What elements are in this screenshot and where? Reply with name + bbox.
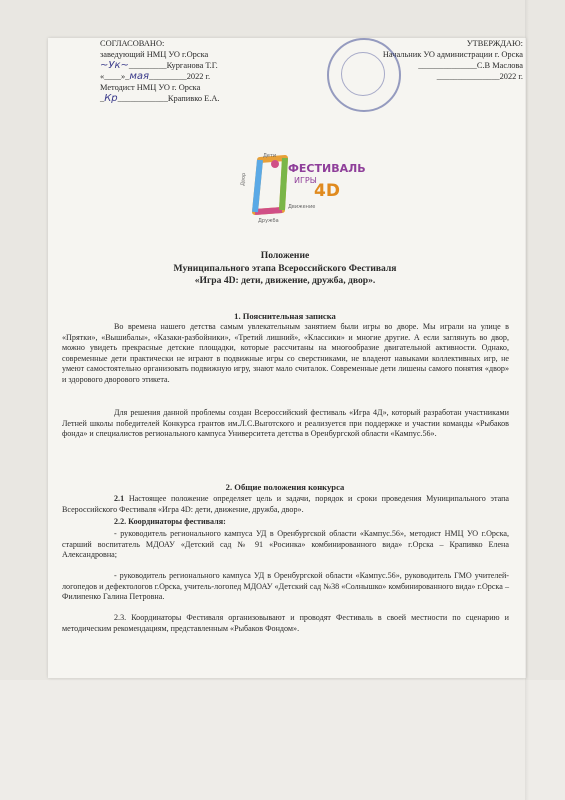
agreed-signature-line: ~Ук~_________Курганова Т.Г.	[100, 60, 218, 71]
approve-date-line: _______________2022 г.	[436, 72, 523, 81]
logo-dot-icon	[271, 160, 279, 168]
logo-word-yard: Двор	[240, 172, 248, 187]
official-stamp-icon	[327, 38, 401, 112]
section-1-paragraph-2: Для решения данной проблемы создан Всероссийский фестиваль «Игра 4Д», который разработан участниками Летней школы победителей Конкурса грантов им.Л.С.Выготского и реализуется при поддержке и участии команды «Рыбаков фонда» и специалистов регионального кампуса Университета детства в Оренбургской области «Кампус.56».	[62, 408, 509, 439]
methodist-position: Методист НМЦ УО г. Орска	[100, 83, 201, 92]
logo-frame-blue	[255, 160, 260, 212]
methodist-signature-line: _Кр____________Крапивко Е.А.	[100, 93, 220, 104]
logo-sub-text: ИГРЫ	[294, 176, 317, 185]
title-line-1: Положение	[260, 250, 310, 261]
signature-icon: Кр	[104, 93, 118, 104]
section-2-2-coordinator-2: - руководитель регионального кампуса УД в Оренбургской области «Кампус.56», руководитель ГМО учителей-логопедов и дефектологов г.Орска, учитель-логопед МДОАУ «Детский сад №38 «Солнышко» комбинированного вида» г.Орска – Филипенко Галина Петровна.	[62, 571, 509, 602]
logo-word-movement: Движение	[288, 204, 316, 210]
page-fold-shadow	[525, 0, 529, 800]
agreed-date-line: «____»_мая_________2022 г.	[100, 71, 211, 82]
title-line-3: «Игра 4D: дети, движение, дружба, двор».	[194, 275, 376, 286]
section-1-paragraph-1: Во времена нашего детства самым увлекательным занятием были игры во дворе. Мы играли на улице в «Прятки», «Вышибалы», «Казаки-разбойники», «Третий лишний», «Классики» и многие другие. А если заглянуть во двор, можно увидеть прекрасные детские площадки, которые рассчитаны на многообразие двигательной активности. Однако, современные дети практически не играют в подвижные игры со сверстниками, не владеют навыками коллективных игр, не умеют самостоятельно организовать подвижную игру, знают мало считалок. Современные дети лишены самого понятия «двор» и здорового дворового этикета.	[62, 322, 509, 384]
approval-left-block	[100, 38, 219, 104]
approve-signature-line: ______________С.В Маслова	[418, 61, 523, 70]
logo-word-children: Дети	[263, 153, 277, 159]
handwritten-month: мая	[129, 71, 149, 82]
logo-frame-pink	[255, 210, 282, 212]
approve-position: Начальник УО администрации г. Орска	[382, 50, 523, 59]
title-line-2: Муниципального этапа Всероссийского Фестиваля	[173, 262, 397, 274]
agreed-label: СОГЛАСОВАНО:	[100, 39, 165, 48]
logo-word-friendship: Дружба	[258, 218, 279, 224]
document-title	[60, 250, 510, 288]
section-2-2-coordinator-1: - руководитель регионального кампуса УД в Оренбургской области «Кампус.56», методист НМЦ УО г.Орска, старший воспитатель МДОАУ «Детский сад № 91 «Росинка» комбинированного вида» г.Орска – Крапивко Елена Александровна;	[62, 529, 509, 560]
signature-icon: ~Ук~	[100, 60, 129, 71]
page-background-bottom	[0, 680, 565, 800]
section-2-heading: 2. Общие положения конкурса	[225, 482, 345, 492]
approve-label: УТВЕРЖДАЮ:	[466, 39, 523, 48]
logo-frame-green	[282, 158, 285, 210]
section-1-heading: 1. Пояснительная записка	[234, 311, 336, 321]
agreed-position: заведующий НМЦ УО г.Орска	[100, 50, 209, 59]
section-2-2-heading: 2.2. Координаторы фестиваля:	[114, 517, 226, 526]
section-2-1: 2.1 Настоящее положение определяет цель и задачи, порядок и сроки проведения Муниципального этапа Всероссийского Фестиваля «Игра 4D: дети, движение, дружба, двор».	[62, 494, 509, 514]
festival-logo	[230, 150, 366, 225]
logo-4d-text: 4D	[314, 181, 340, 201]
logo-main-text: ФЕСТИВАЛЬ	[288, 162, 366, 175]
section-2-3: 2.3. Координаторы Фестиваля организовывают и проводят Фестиваль в своей местности по сценарию и методическим рекомендациям, представленным «Рыбаков Фондом».	[62, 613, 509, 633]
